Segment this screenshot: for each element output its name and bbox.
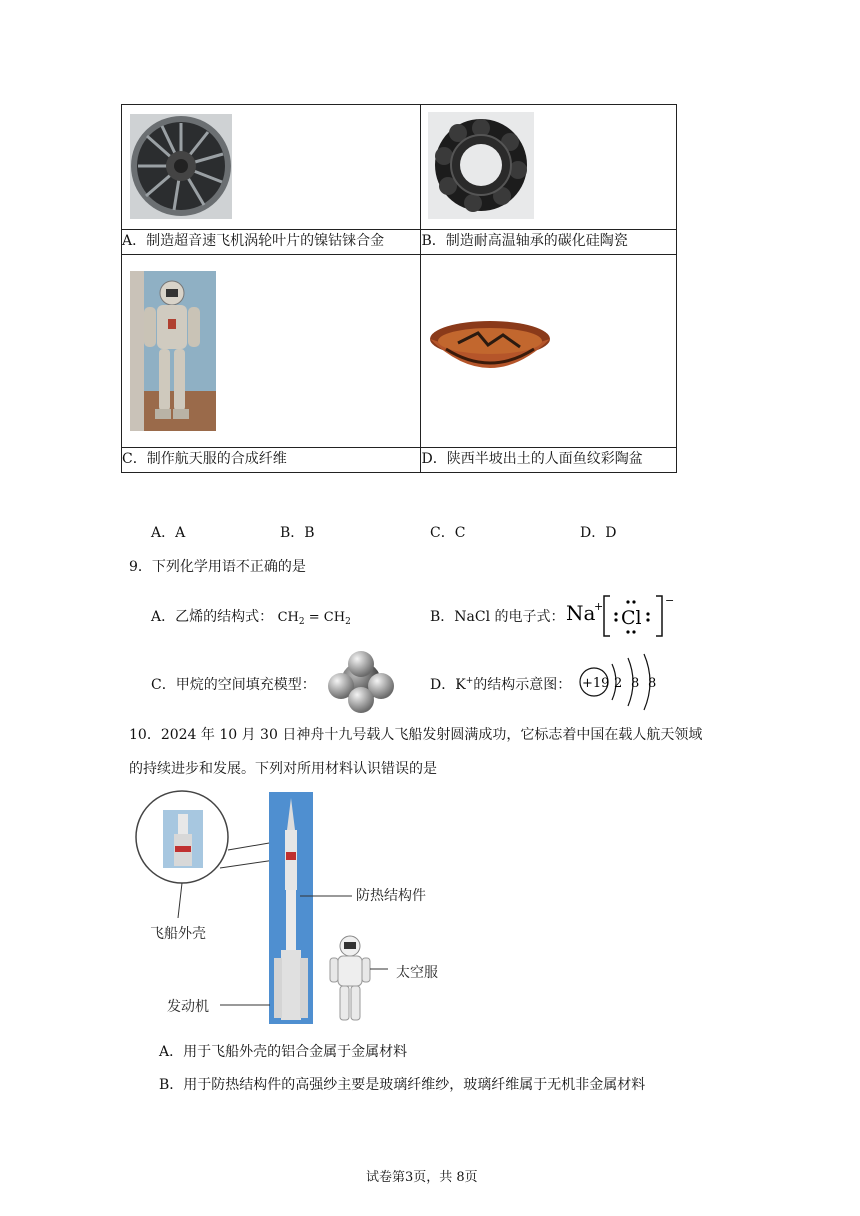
cell-a-caption: A．制造超音速飞机涡轮叶片的镍钴铼合金: [122, 230, 421, 255]
svg-text:+19: +19: [582, 676, 610, 691]
svg-text:8: 8: [648, 676, 657, 691]
q10-stem-line2: 的持续进步和发展。下列对所用材料认识错误的是: [129, 761, 437, 777]
q9-option-d[interactable]: D．K+的结构示意图：: [430, 676, 572, 693]
q9-option-a[interactable]: [151, 606, 351, 627]
potassium-ion-structure-diagram: [578, 652, 664, 712]
label-hull: 飞船外壳: [150, 926, 206, 942]
q9-option-b-text: B．NaCl 的电子式：: [430, 609, 565, 625]
cell-c-image: [122, 255, 421, 448]
q9-option-c-text: C．甲烷的空间填充模型：: [151, 677, 316, 693]
q10-option-a[interactable]: A．用于飞船外壳的铝合金属于金属材料: [159, 1044, 408, 1060]
cell-b-image: [421, 105, 677, 230]
q10-stem-line1: 10．2024 年 10 月 30 日神舟十九号载人飞船发射圆满成功，它标志着中国在载人航天领域: [129, 727, 703, 743]
pottery-basin-image: [428, 319, 552, 383]
svg-text:−: −: [665, 594, 675, 607]
q8-option-c[interactable]: C．C: [430, 525, 466, 541]
q9-option-a-text: A．乙烯的结构式：: [151, 609, 274, 625]
cell-a-image: [122, 105, 421, 230]
svg-text:Na: Na: [566, 601, 596, 625]
svg-text:8: 8: [631, 676, 640, 691]
cell-b-caption: B．制造耐高温轴承的碳化硅陶瓷: [421, 230, 677, 255]
label-spacesuit: 太空服: [396, 965, 438, 981]
svg-text:+: +: [594, 600, 604, 613]
svg-text:Cl: Cl: [621, 607, 642, 629]
q8-options-table: [121, 104, 677, 473]
ethylene-formula: $CH_2 = CH_2$: [277, 610, 351, 627]
q9-option-b[interactable]: [430, 606, 565, 626]
rocket-illustration: [130, 790, 450, 1030]
cell-d-image: [421, 255, 677, 448]
q10-option-b[interactable]: B．用于防热结构件的高强纱主要是玻璃纤维纱，玻璃纤维属于无机非金属材料: [159, 1077, 646, 1093]
svg-text:2: 2: [614, 676, 623, 691]
nacl-electron-formula: [562, 592, 680, 640]
q9-stem: 9．下列化学用语不正确的是: [129, 559, 306, 575]
bearing-image: [428, 112, 534, 219]
spacesuit-image: [130, 271, 216, 431]
q9-option-c[interactable]: [151, 674, 316, 694]
cell-d-caption: D．陕西半坡出土的人面鱼纹彩陶盆: [421, 448, 677, 473]
q8-option-a[interactable]: A．A: [151, 525, 186, 541]
q8-option-b[interactable]: B．B: [280, 525, 315, 541]
label-heat-shield: 防热结构件: [356, 888, 426, 904]
methane-space-filling-model: [326, 650, 396, 714]
page-footer: 试卷第3页，共 8页: [366, 1170, 478, 1185]
turbine-image: [130, 114, 232, 219]
q8-option-d[interactable]: D．D: [580, 525, 617, 541]
label-engine: 发动机: [167, 999, 209, 1015]
cell-c-caption: C．制作航天服的合成纤维: [122, 448, 421, 473]
